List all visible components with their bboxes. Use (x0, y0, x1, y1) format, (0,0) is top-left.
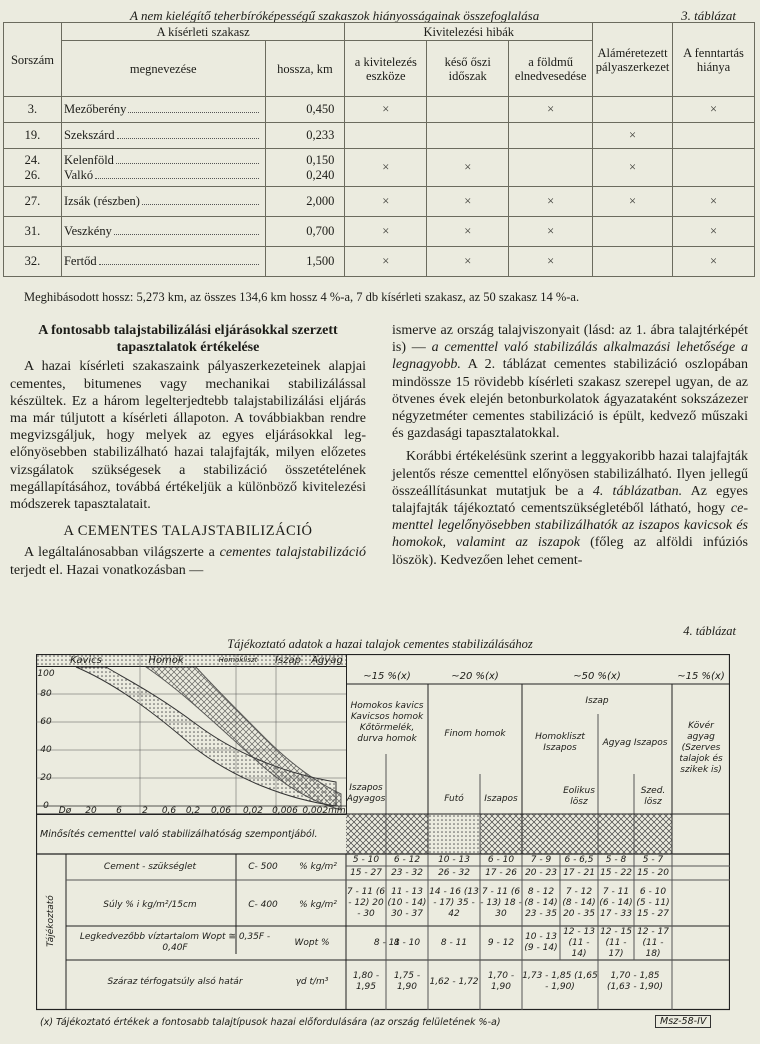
c400-label: C- 400 (248, 899, 278, 910)
mark (509, 149, 593, 187)
mark: × (509, 217, 593, 247)
footnote: (x) Tájékoztató értékek a fontosabb talajtípusok hazai előfordulására (az ország felületének %-a) (40, 1017, 501, 1028)
x-tick: 0,002mm (302, 805, 346, 816)
table4-number: 4. táblázat (683, 624, 736, 638)
cell: 10 - 13 (438, 854, 470, 865)
cell: 7 - 11 (6 - 12) 20 - 30 (346, 886, 386, 919)
cell: 1,70 - 1,90 (487, 971, 515, 992)
sub-szed-losz: Szed. lösz (640, 786, 666, 807)
header-megnevezese: megnevezése (61, 41, 265, 97)
group-finom-homok: Finom homok (444, 728, 506, 739)
header-kivitelezesi: Kivitelezési hibák (345, 23, 593, 41)
sub-eolikus-losz: Eolikus lösz (563, 786, 595, 807)
cell: 12 - 17 (11 - 18) (637, 926, 669, 959)
group-iszap: Iszap (585, 695, 609, 706)
cell: 6 - 10 (5 - 11) 15 - 27 (636, 886, 670, 919)
mark: × (509, 247, 593, 277)
cell: 17 - 21 (563, 867, 595, 878)
x-tick: 0,06 (210, 805, 232, 816)
band-homok: Homok (148, 655, 184, 666)
section-heading-cement: A CEMENTES TALAJSTABILIZÁCIÓ (63, 523, 313, 540)
header-foldmu: a földmű elnedvesedése (509, 41, 593, 97)
row-number: 24. (24, 152, 41, 167)
cell: 6 - 12 (393, 854, 421, 865)
cell: 10 - 13 (9 - 14) (524, 932, 558, 953)
cement-label: Cement - szükséglet (103, 861, 197, 872)
szaraz-unit: γd t/m³ (295, 976, 329, 987)
viz-label: Legkedvezőbb víztartalom Wopt ≅ 0,35F - 0,40F (79, 932, 271, 953)
cell: 1,73 - 1,85 (1,65 - 1,90) (522, 971, 598, 992)
section-length: 0,240 (306, 167, 335, 182)
wopt-label: Wopt % (294, 937, 330, 948)
share: ~15 %(x) (677, 670, 725, 682)
cell: 5 - 8 (605, 854, 627, 865)
group-kover-agyag: Kövér agyag (Szerves talajok és szikek is) (679, 720, 723, 775)
y-tick: 80 (40, 688, 52, 699)
cell: 6 - 10 (487, 854, 515, 865)
section-length: 0,233 (265, 123, 345, 149)
mark (427, 97, 509, 123)
section-length: 2,000 (265, 187, 345, 217)
share: ~50 %(x) (573, 670, 621, 682)
header-keso: késő őszi időszak (427, 41, 509, 97)
y-tick: 100 (37, 668, 55, 679)
y-tick: 40 (40, 744, 52, 755)
side-label: Tájékoztató (45, 895, 56, 947)
header-title: A nem kielégítő teherbíróképességű szakaszok hiányosságainak összefoglalása (130, 8, 540, 23)
header-fenntartas: A fenntartás hiánya (673, 23, 755, 97)
section-name: Izsák (részben) (63, 194, 140, 208)
cell: 15 - 22 (600, 867, 632, 878)
cell: 7 - 12 (8 - 14) 20 - 35 (562, 886, 596, 919)
cell: 8 - 11 (373, 937, 401, 948)
right-column (392, 322, 748, 569)
x-tick: Dø (58, 805, 72, 816)
summary-line: Meghibásodott hossz: 5,273 km, az összes 134,6 km hossz 4 %-a, 7 db kísérleti szakasz, az 50 szakasz 14 %-a. (24, 290, 580, 304)
mark (427, 123, 509, 149)
cell: 6 - 6,5 (564, 854, 594, 865)
mark: × (509, 187, 593, 217)
sub-agyag-iszapos: Agyag Iszapos (602, 737, 668, 748)
mark: × (673, 97, 755, 123)
mark: × (345, 149, 427, 187)
cell: 8 - 10 (393, 937, 421, 948)
mark: × (427, 217, 509, 247)
row-number: 32. (4, 247, 62, 277)
table-row (4, 187, 755, 217)
row-number: 26. (24, 167, 41, 182)
x-tick: 0,2 (185, 805, 201, 816)
share: ~20 %(x) (451, 670, 499, 682)
cell: 15 - 20 (637, 867, 669, 878)
table4-title: Tájékoztató adatok a hazai talajok cementes stabilizálásához (227, 637, 533, 651)
sub-iszapos-agyagos: Iszapos Agyagos (346, 783, 386, 804)
cell: 9 - 12 (487, 937, 515, 948)
paragraph: A hazai kísérleti szakaszaink pályaszerkezeteinek alapjai cementes, bitumenes vagy mechanikai stabilizálással készültek. Ez a három legelterjedtebb talajstabilizálási eljárás ma már túljutott a kísérleti állapoton. A továbbiakban rendre megvizsgáljuk, hogy melyek az egyes eljárásokkal legelőnyösebben stabilizálható hazai talajfajták, milyen előzetes vizsgálatok szükségesek a stabilizáció összetételének megállapításához, továbbá értékeljük a különböző kivitelezési módszerek tapasztalatait. (10, 359, 366, 513)
cell: 7 - 9 (530, 854, 552, 865)
x-tick: 20 (85, 805, 97, 816)
mark: × (593, 187, 673, 217)
row-number: 3. (4, 97, 62, 123)
y-tick: 20 (40, 772, 52, 783)
band-homokliszt: Homokliszt (218, 656, 258, 664)
cell: 17 - 26 (485, 867, 517, 878)
cell: 5 - 10 (352, 854, 380, 865)
mark: × (427, 187, 509, 217)
section-name: Szekszárd (63, 128, 115, 142)
mark: × (673, 217, 755, 247)
mark: × (673, 187, 755, 217)
paragraph: A legáltalánosabban világszerte a cementes talajstabilizáció terjedt el. Hazai vonatkozásban — (10, 545, 366, 578)
y-tick: 60 (40, 716, 52, 727)
cell: 12 - 15 (11 - 17) (600, 926, 632, 959)
header-sorszam: Sorszám (4, 23, 62, 97)
table-row (4, 97, 755, 123)
group-kavics-homok: Homokos kavics Kavicsos homok Kőtörmelék, durva homok (350, 701, 424, 744)
cell: 1,75 - 1,90 (393, 971, 421, 992)
mark: × (593, 149, 673, 187)
row-number: 27. (4, 187, 62, 217)
x-tick: 6 (116, 805, 122, 816)
mark (345, 123, 427, 149)
header-alameretezett: Aláméretezett pályaszerkezet (593, 23, 673, 97)
cell: 8 - 11 (440, 937, 468, 948)
y-tick: 0 (43, 800, 49, 811)
table-row (4, 217, 755, 247)
minosites-label: Minősítés cementtel való stabilizálhatóság szempontjából. (40, 828, 318, 840)
row-number: 31. (4, 217, 62, 247)
suly-label: Súly % i kg/m²/15cm (103, 899, 197, 910)
mark: × (509, 97, 593, 123)
table-row (4, 123, 755, 149)
left-column (10, 322, 366, 579)
table-3 (3, 22, 755, 277)
mark: × (427, 149, 509, 187)
header-eszkoze: a kivitelezés eszköze (345, 41, 427, 97)
section-length: 0,150 (306, 152, 335, 167)
cell: 7 - 11 (6 - 13) 18 - 30 (480, 886, 522, 919)
band-kavics: Kavics (70, 655, 102, 666)
cell: 1,70 - 1,85 (1,63 - 1,90) (606, 971, 664, 992)
sub-iszapos: Iszapos (484, 793, 518, 804)
header-kiserleti: A kísérleti szakasz (61, 23, 344, 41)
cell: 12 - 13 (11 - 14) (563, 926, 595, 959)
band-iszap: Iszap (275, 655, 301, 666)
stamp-label: Msz-58-IV (655, 1015, 711, 1028)
section-name: Kelenföld (63, 152, 114, 167)
sub-homokliszt-iszapos: Homokliszt Iszapos (535, 732, 585, 753)
mark (593, 97, 673, 123)
unit-a: % kg/m² (299, 861, 337, 872)
paragraph: ismerve az ország talajviszonyait (lásd: az 1. ábra talajtérképét is) — a cementtel való stabilizálás alkalmazási lehetősége a legnagyobb. A 2. táblázat cementes stabilizáció oszlopában mindössze 15 rövidebb kísérleti szakasz szerepel ugyan, de az ötvenes évek elején betonburkolatok ágyazataként sokszázezer négyzetméter cementes stabilizáció is épült, kedvező műszaki és gazdasági tapasztalatokkal. (392, 323, 748, 442)
section-heading: A fontosabb talajstabilizálási eljárásokkal szerzett tapasztalatok értékelése (38, 323, 338, 356)
mark: × (345, 247, 427, 277)
section-length: 0,450 (265, 97, 345, 123)
table-row (4, 247, 755, 277)
x-tick: 2 (142, 805, 148, 816)
cell: 7 - 11 (6 - 14) 17 - 33 (599, 886, 633, 919)
cell: 5 - 7 (642, 854, 664, 865)
mark: × (593, 123, 673, 149)
x-tick: 0,02 (242, 805, 264, 816)
section-name: Veszkény (63, 224, 112, 238)
cell: 20 - 23 (525, 867, 557, 878)
cell: 11 - 13 (10 - 14) 30 - 37 (387, 886, 427, 919)
szaraz-label: Száraz térfogatsúly alsó határ (107, 976, 243, 987)
cell: 14 - 16 (13 - 17) 35 - 42 (429, 886, 479, 919)
share: ~15 %(x) (363, 670, 411, 682)
mark (593, 217, 673, 247)
cell: 15 - 27 (350, 867, 382, 878)
section-name: Valkó (63, 167, 94, 182)
table-row (4, 149, 755, 187)
mark: × (345, 97, 427, 123)
cell: 8 - 12 (8 - 14) 23 - 35 (524, 886, 558, 919)
cell: 1,80 - 1,95 (352, 971, 380, 992)
mark: × (345, 187, 427, 217)
mark (593, 247, 673, 277)
section-length: 1,500 (265, 247, 345, 277)
section-length: 0,700 (265, 217, 345, 247)
mark: × (345, 217, 427, 247)
row-number: 19. (4, 123, 62, 149)
section-name: Fertőd (63, 254, 97, 268)
sub-futo: Futó (444, 793, 464, 804)
unit-b: % kg/m² (299, 899, 337, 910)
mark: × (673, 247, 755, 277)
paragraph: Korábbi értékelésünk szerint a leggyakoribb hazai talajfajták jelentős része cementtel előnyösen stabilizálható. Ilyen jellegű összeállításunkat mutatjuk be a 4. táblázatban. Az egyes talajfajták tájékoztató cementszükségletéből látható, hogy cementtel legelőnyösebben stabilizálhatók az iszapos kavicsok és homokok, valamint az iszapok (főleg az alföldi infúziós löszök). Kedvezően lehet cement- (392, 449, 749, 568)
cell: 1,62 - 1,72 (429, 976, 479, 987)
c500-label: C- 500 (248, 861, 278, 872)
cell: 23 - 32 (391, 867, 423, 878)
x-tick: 0,6 (161, 805, 177, 816)
cell: 26 - 32 (438, 867, 470, 878)
mark (673, 123, 755, 149)
x-tick: 0,006 (272, 805, 298, 816)
section-name: Mezőberény (63, 102, 127, 116)
mark (509, 123, 593, 149)
table-number: 3. táblázat (681, 8, 736, 23)
header-hossza: hossza, km (265, 41, 345, 97)
mark (673, 149, 755, 187)
mark: × (427, 247, 509, 277)
table-4 (36, 654, 730, 1014)
band-agyag: Agyag (311, 655, 343, 666)
